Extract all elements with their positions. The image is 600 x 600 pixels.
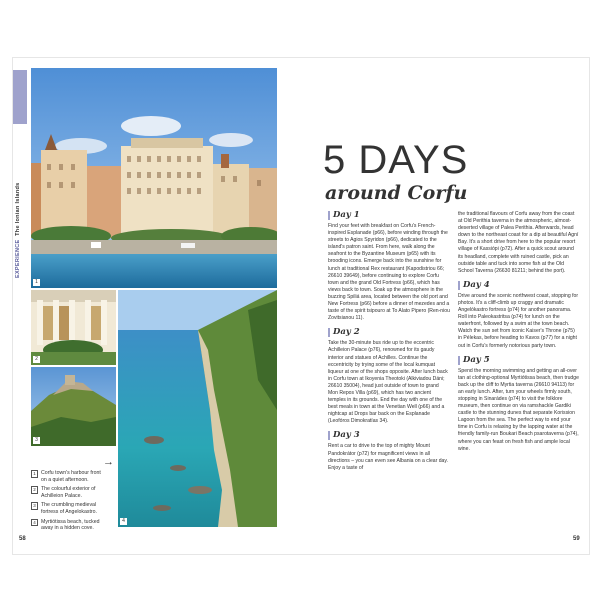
- day-5-heading: Day 5: [458, 356, 580, 365]
- arrow-right-icon: →: [103, 456, 114, 468]
- page-number-right: 59: [573, 536, 580, 542]
- book-spread: [12, 57, 590, 555]
- corfu-town-harbour-photo: [31, 68, 277, 288]
- myrtiotissa-beach-photo: [118, 290, 277, 527]
- page-number-left: 58: [19, 536, 26, 542]
- page-title: 5 DAYS: [323, 138, 469, 182]
- itinerary-column-left: [328, 211, 450, 478]
- photo-number-1: 1: [33, 279, 40, 286]
- caption-item: 1 Corfu town's harbour front on a quiet afternoon.: [31, 470, 106, 483]
- day-2-text: Take the 30-minute bus ride up to the eccentric Achilleion Palace (p76), renowned for its gaudy interior and statues of Achilles. Continue the eccentricity by trying some of the local kumquat liqueur at one of the shops opposite. After lunch back in Corfu town at Ikoyenia Theotoki (Alkiviadou Dáni; 26610 35004), head just outside of town to grand Mon Repos Villa (p69), which has two ancient temples in its grounds. End the day with one of the best meals in town at the Venetian Well (p66) and a nightcap at Drops bar back on the Esplanade (Leofóros Dimokratías 34).: [328, 340, 448, 425]
- day-4-heading: Day 4: [458, 281, 580, 290]
- photo-captions: [31, 470, 106, 535]
- angelokastro-fortress-photo: [31, 367, 116, 446]
- day-1-heading: Day 1: [328, 211, 450, 220]
- day-5-text: Spend the morning swimming and getting an all-over tan at clothing-optional Myrtiótissa beach, then trudge back up the cliff to Myrtia taverna (26610 94113) for an early lunch. After, turn your wheels firmly south, stopping in Sinarádes (p74) to visit the folklore museum, then continue on via ramshackle Gardiki castle to the stunning dunes that separate Korission Lagoon from the sea. The perfect way to end your time in Corfu is relaxing by the lapping water at the friendly family-run Boukari Beach psarotaverna (p74), where you can feast on fresh fish and ample local wine.: [458, 367, 579, 452]
- day-3-text-start: Rent a car to drive to the top of mighty Mount Pandokrátor (p72) for magnificent views in all directions – you can even see Albania on a clear day. Enjoy a taste of: [328, 443, 448, 471]
- caption-item: 4 Myrtiótissa beach, tucked away in a hidden cove.: [31, 519, 106, 532]
- page-subtitle: around Corfu: [325, 182, 468, 204]
- photo-number-3: 3: [33, 437, 40, 444]
- day-3-heading: Day 3: [328, 431, 450, 440]
- day-3-text-continued: the traditional flavours of Corfu away from the coast at Old Perithia taverna in the atmospheric, almost-deserted village of Palea Perithia. Afterwards, head down to the northeast coast for a dip at beautiful Agní Bay. It's a short drive from here to the popular resort village of Kassiópi (p72). After a quick scout around its headland, complete with ruined castle, pick an outside table and tuck into some fish at the Old School Taverna (26630 81211; behind the port).: [458, 211, 579, 274]
- section-label: EXPERIENCE: [15, 239, 21, 278]
- day-2-heading: Day 2: [328, 328, 450, 337]
- day-4-text: Drive around the scenic northwest coast, stopping for photos. It's a cliff-climb up craggy and dramatic Angelókastro fortress (p74) for another panorama. Roll into Paleokastritsa (p74) for lunch on the waterfront, followed by a swim at the town beach. Watch the sun set from iconic Kaiser's Throne (p75) in Pélekas, before heading to Kavos (p77) for a night out in Corfu's formerly notorious party town.: [458, 292, 579, 349]
- itinerary-column-right: [458, 211, 580, 459]
- photo-number-4: 4: [120, 518, 127, 525]
- caption-item: 3 The crumbling medieval fortress of Angelokastro.: [31, 502, 106, 515]
- caption-item: 2 The colourful exterior of Achilleion Palace.: [31, 486, 106, 499]
- region-label: The Ionian Islands: [15, 182, 21, 236]
- day-1-text: Find your feet with breakfast on Corfu's French-inspired Esplanade (p66), before winding through the streets to Agios Spyridon (p66), dedicated to the island's patron saint. From here, walk along the seafront to the Byzantine Museum (p65) with its brooding icons. Emerge back into the sunshine for lunch at traditional Rex restaurant (Kapodistriou 66; 26610 39649), before continuing to explore Corfu town and the grand Old Fortress (p66), which has views back to town. Soak up the atmosphere in the buzzing Spiliá area, located between the old port and New Fortress (p66) before a dinner of mezedes and a taste of the spirit tsipouro at To Alato Pipero (Ren-niou Zovitsianou 11).: [328, 223, 450, 322]
- side-tab: [13, 70, 27, 124]
- photo-number-2: 2: [33, 356, 40, 363]
- achilleion-palace-photo: [31, 290, 116, 365]
- side-section-label: [13, 128, 27, 288]
